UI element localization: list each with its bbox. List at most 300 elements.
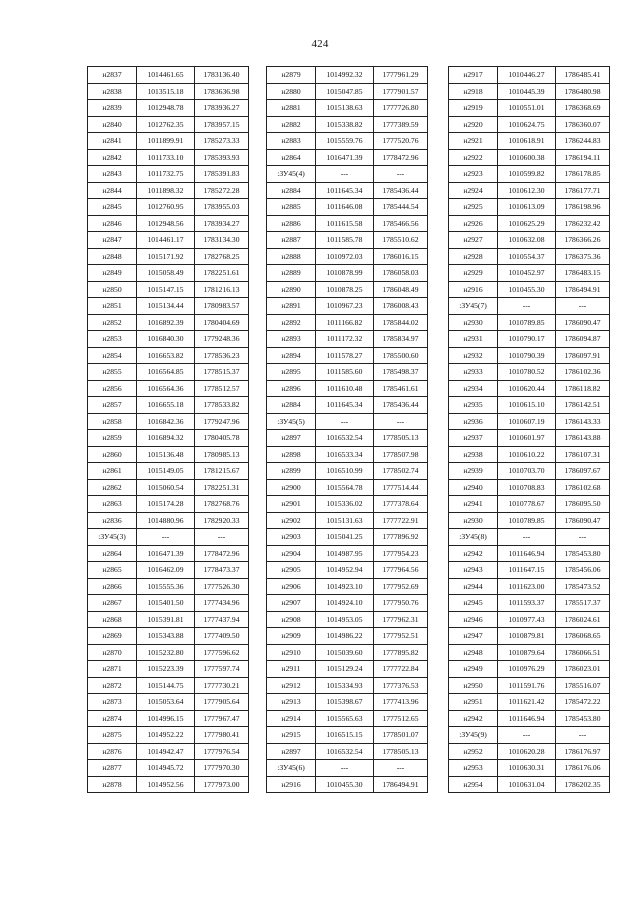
x-coordinate-cell: 1015041.25: [316, 529, 374, 546]
x-coordinate-cell: 1015174.28: [137, 496, 195, 513]
x-coordinate-cell: 1013515.18: [137, 83, 195, 100]
x-coordinate-cell: 1016892.39: [137, 314, 195, 331]
y-coordinate-cell: 1779248.36: [195, 331, 249, 348]
y-coordinate-cell: 1786107.31: [556, 446, 610, 463]
point-id-cell: н2915: [267, 727, 316, 744]
table-row: [88, 446, 249, 463]
y-coordinate-cell: ---: [556, 529, 610, 546]
table-row: [88, 364, 249, 381]
point-id-cell: н2884: [267, 397, 316, 414]
table-row: [449, 83, 610, 100]
x-coordinate-cell: 1010607.19: [498, 413, 556, 430]
point-id-cell: н2837: [88, 67, 137, 84]
point-id-cell: н2858: [88, 413, 137, 430]
x-coordinate-cell: 1012948.78: [137, 100, 195, 117]
point-id-cell: н2896: [267, 380, 316, 397]
y-coordinate-cell: 1777952.69: [374, 578, 428, 595]
y-coordinate-cell: 1778507.98: [374, 446, 428, 463]
x-coordinate-cell: 1014923.10: [316, 578, 374, 595]
table-row: [449, 281, 610, 298]
point-id-cell: н2847: [88, 232, 137, 249]
y-coordinate-cell: 1782251.31: [195, 479, 249, 496]
point-id-cell: н2856: [88, 380, 137, 397]
x-coordinate-cell: 1010620.28: [498, 743, 556, 760]
x-coordinate-cell: 1016842.36: [137, 413, 195, 430]
y-coordinate-cell: ---: [556, 727, 610, 744]
point-id-cell: н2860: [88, 446, 137, 463]
x-coordinate-cell: ---: [498, 529, 556, 546]
table-row: [449, 166, 610, 183]
point-id-cell: н2942: [449, 545, 498, 562]
table-row: [449, 265, 610, 282]
x-coordinate-cell: ---: [137, 529, 195, 546]
table-row: [88, 727, 249, 744]
x-coordinate-cell: 1015334.93: [316, 677, 374, 694]
point-id-cell: н2841: [88, 133, 137, 150]
point-id-cell: н2931: [449, 331, 498, 348]
table-row: [88, 413, 249, 430]
table-row: [267, 67, 428, 84]
point-id-cell: н2936: [449, 413, 498, 430]
y-coordinate-cell: 1786142.51: [556, 397, 610, 414]
table-row: [88, 215, 249, 232]
x-coordinate-cell: 1014924.10: [316, 595, 374, 612]
x-coordinate-cell: 1010625.29: [498, 215, 556, 232]
table-row: [449, 413, 610, 430]
x-coordinate-cell: 1015138.63: [316, 100, 374, 117]
table-row: [88, 199, 249, 216]
point-id-cell: н2907: [267, 595, 316, 612]
y-coordinate-cell: 1786232.42: [556, 215, 610, 232]
y-coordinate-cell: 1785453.80: [556, 710, 610, 727]
table-row: [267, 182, 428, 199]
y-coordinate-cell: 1777905.64: [195, 694, 249, 711]
x-coordinate-cell: 1016655.18: [137, 397, 195, 414]
x-coordinate-cell: 1011621.42: [498, 694, 556, 711]
table-row: [267, 611, 428, 628]
y-coordinate-cell: ---: [374, 413, 428, 430]
table-row: [449, 347, 610, 364]
x-coordinate-cell: 1016894.32: [137, 430, 195, 447]
point-id-cell: н2848: [88, 248, 137, 265]
y-coordinate-cell: 1780985.13: [195, 446, 249, 463]
table-row: [267, 727, 428, 744]
x-coordinate-cell: 1014986.22: [316, 628, 374, 645]
table-row: [267, 100, 428, 117]
x-coordinate-cell: 1014461.17: [137, 232, 195, 249]
x-coordinate-cell: 1012762.35: [137, 116, 195, 133]
y-coordinate-cell: 1785453.80: [556, 545, 610, 562]
x-coordinate-cell: 1010445.39: [498, 83, 556, 100]
y-coordinate-cell: ---: [195, 529, 249, 546]
point-id-cell: н2910: [267, 644, 316, 661]
y-coordinate-cell: 1778472.96: [195, 545, 249, 562]
x-coordinate-cell: 1010632.08: [498, 232, 556, 249]
point-id-cell: н2924: [449, 182, 498, 199]
x-coordinate-cell: 1014992.32: [316, 67, 374, 84]
y-coordinate-cell: 1785466.56: [374, 215, 428, 232]
point-id-cell: н2849: [88, 265, 137, 282]
point-id-cell: н2872: [88, 677, 137, 694]
y-coordinate-cell: 1777950.76: [374, 595, 428, 612]
y-coordinate-cell: 1777895.82: [374, 644, 428, 661]
table-row: [88, 776, 249, 793]
table-row: [88, 496, 249, 513]
y-coordinate-cell: 1786494.91: [374, 776, 428, 793]
table-row: [449, 182, 610, 199]
table-row: [449, 116, 610, 133]
point-id-cell: н2852: [88, 314, 137, 331]
table-row: [88, 100, 249, 117]
table-row: [88, 281, 249, 298]
point-id-cell: н2874: [88, 710, 137, 727]
x-coordinate-cell: 1011646.94: [498, 545, 556, 562]
y-coordinate-cell: 1786194.11: [556, 149, 610, 166]
point-id-cell: н2906: [267, 578, 316, 595]
table-row: [267, 83, 428, 100]
y-coordinate-cell: 1785444.54: [374, 199, 428, 216]
y-coordinate-cell: 1777896.92: [374, 529, 428, 546]
x-coordinate-cell: 1015401.50: [137, 595, 195, 612]
table-row: [88, 743, 249, 760]
point-id-cell: н2908: [267, 611, 316, 628]
x-coordinate-cell: 1015223.39: [137, 661, 195, 678]
table-row: [88, 397, 249, 414]
point-id-cell: н2862: [88, 479, 137, 496]
point-id-cell: н2897: [267, 743, 316, 760]
x-coordinate-cell: ---: [316, 166, 374, 183]
table-row: [267, 281, 428, 298]
point-id-cell: н2920: [449, 116, 498, 133]
table-row: [449, 727, 610, 744]
x-coordinate-cell: 1016515.15: [316, 727, 374, 744]
point-id-cell: н2851: [88, 298, 137, 315]
x-coordinate-cell: 1015559.76: [316, 133, 374, 150]
y-coordinate-cell: 1786102.68: [556, 479, 610, 496]
y-coordinate-cell: 1786016.15: [374, 248, 428, 265]
table-row: [267, 149, 428, 166]
x-coordinate-cell: 1015058.49: [137, 265, 195, 282]
x-coordinate-cell: 1015129.24: [316, 661, 374, 678]
table-row: [88, 644, 249, 661]
y-coordinate-cell: 1777526.30: [195, 578, 249, 595]
table-row: [267, 347, 428, 364]
coordinates-table-left: [87, 66, 249, 793]
table-row: [88, 67, 249, 84]
table-row: [449, 215, 610, 232]
x-coordinate-cell: 1014952.56: [137, 776, 195, 793]
table-row: [88, 628, 249, 645]
x-coordinate-cell: 1015336.02: [316, 496, 374, 513]
point-id-cell: н2879: [267, 67, 316, 84]
x-coordinate-cell: 1011898.32: [137, 182, 195, 199]
table-row: [88, 265, 249, 282]
x-coordinate-cell: 1010630.31: [498, 760, 556, 777]
x-coordinate-cell: 1016471.39: [137, 545, 195, 562]
table-row: [449, 446, 610, 463]
x-coordinate-cell: 1014945.72: [137, 760, 195, 777]
x-coordinate-cell: 1015398.67: [316, 694, 374, 711]
x-coordinate-cell: 1014942.47: [137, 743, 195, 760]
y-coordinate-cell: 1785461.61: [374, 380, 428, 397]
x-coordinate-cell: 1011610.48: [316, 380, 374, 397]
point-id-cell: н2838: [88, 83, 137, 100]
x-coordinate-cell: 1010790.39: [498, 347, 556, 364]
coordinates-table-right: [448, 66, 610, 793]
y-coordinate-cell: 1777967.47: [195, 710, 249, 727]
y-coordinate-cell: 1780404.69: [195, 314, 249, 331]
point-id-cell: н2916: [449, 281, 498, 298]
y-coordinate-cell: 1785391.83: [195, 166, 249, 183]
y-coordinate-cell: 1786058.03: [374, 265, 428, 282]
x-coordinate-cell: 1011645.34: [316, 397, 374, 414]
x-coordinate-cell: 1010455.30: [498, 281, 556, 298]
point-id-cell: н2846: [88, 215, 137, 232]
point-id-cell: н2861: [88, 463, 137, 480]
point-id-cell: н2909: [267, 628, 316, 645]
table-row: [267, 743, 428, 760]
y-coordinate-cell: 1786068.65: [556, 628, 610, 645]
x-coordinate-cell: 1015039.60: [316, 644, 374, 661]
table-row: [449, 595, 610, 612]
table-row: [449, 149, 610, 166]
point-id-cell: н2868: [88, 611, 137, 628]
table-row: [267, 595, 428, 612]
point-id-cell: н2954: [449, 776, 498, 793]
y-coordinate-cell: 1786485.41: [556, 67, 610, 84]
y-coordinate-cell: 1786008.43: [374, 298, 428, 315]
y-coordinate-cell: 1777973.00: [195, 776, 249, 793]
table-row: [449, 397, 610, 414]
y-coordinate-cell: 1785516.07: [556, 677, 610, 694]
point-id-cell: н2875: [88, 727, 137, 744]
table-row: [449, 232, 610, 249]
y-coordinate-cell: 1778533.82: [195, 397, 249, 414]
y-coordinate-cell: 1786090.47: [556, 512, 610, 529]
x-coordinate-cell: ---: [316, 413, 374, 430]
y-coordinate-cell: 1783934.27: [195, 215, 249, 232]
table-row: [267, 298, 428, 315]
table-row: [449, 364, 610, 381]
x-coordinate-cell: 1015131.63: [316, 512, 374, 529]
y-coordinate-cell: 1778501.07: [374, 727, 428, 744]
x-coordinate-cell: 1015136.48: [137, 446, 195, 463]
table-row: [449, 545, 610, 562]
point-id-cell: н2935: [449, 397, 498, 414]
point-id-cell: н2945: [449, 595, 498, 612]
y-coordinate-cell: 1785473.52: [556, 578, 610, 595]
point-id-cell: :ЗУ45(9): [449, 727, 498, 744]
table-row: [88, 248, 249, 265]
point-id-cell: н2878: [88, 776, 137, 793]
point-id-cell: н2892: [267, 314, 316, 331]
table-row: [267, 760, 428, 777]
point-id-cell: н2863: [88, 496, 137, 513]
x-coordinate-cell: 1016564.85: [137, 364, 195, 381]
y-coordinate-cell: 1778473.37: [195, 562, 249, 579]
y-coordinate-cell: ---: [374, 166, 428, 183]
table-row: [88, 463, 249, 480]
x-coordinate-cell: 1015564.78: [316, 479, 374, 496]
y-coordinate-cell: 1785436.44: [374, 182, 428, 199]
table-row: [267, 265, 428, 282]
table-row: [449, 529, 610, 546]
point-id-cell: н2922: [449, 149, 498, 166]
x-coordinate-cell: 1010455.30: [316, 776, 374, 793]
x-coordinate-cell: 1015343.88: [137, 628, 195, 645]
point-id-cell: н2926: [449, 215, 498, 232]
y-coordinate-cell: 1785456.06: [556, 562, 610, 579]
y-coordinate-cell: 1781216.13: [195, 281, 249, 298]
x-coordinate-cell: 1011593.37: [498, 595, 556, 612]
x-coordinate-cell: 1010452.97: [498, 265, 556, 282]
y-coordinate-cell: 1786094.87: [556, 331, 610, 348]
table-row: [267, 628, 428, 645]
y-coordinate-cell: 1777596.62: [195, 644, 249, 661]
y-coordinate-cell: 1786066.51: [556, 644, 610, 661]
point-id-cell: н2895: [267, 364, 316, 381]
table-row: [449, 199, 610, 216]
y-coordinate-cell: 1780983.57: [195, 298, 249, 315]
table-row: [449, 512, 610, 529]
y-coordinate-cell: 1786366.26: [556, 232, 610, 249]
table-row: [449, 314, 610, 331]
table-row: [267, 496, 428, 513]
x-coordinate-cell: 1011623.00: [498, 578, 556, 595]
x-coordinate-cell: ---: [316, 760, 374, 777]
table-row: [88, 232, 249, 249]
x-coordinate-cell: 1010879.64: [498, 644, 556, 661]
x-coordinate-cell: 1010601.97: [498, 430, 556, 447]
y-coordinate-cell: 1786090.47: [556, 314, 610, 331]
point-id-cell: н2859: [88, 430, 137, 447]
x-coordinate-cell: 1010703.70: [498, 463, 556, 480]
point-id-cell: н2912: [267, 677, 316, 694]
y-coordinate-cell: 1786177.71: [556, 182, 610, 199]
table-row: [88, 166, 249, 183]
y-coordinate-cell: 1786102.36: [556, 364, 610, 381]
point-id-cell: н2844: [88, 182, 137, 199]
y-coordinate-cell: 1786097.67: [556, 463, 610, 480]
table-row: [267, 463, 428, 480]
point-id-cell: н2923: [449, 166, 498, 183]
point-id-cell: н2904: [267, 545, 316, 562]
table-row: [267, 578, 428, 595]
point-id-cell: н2836: [88, 512, 137, 529]
y-coordinate-cell: 1777437.94: [195, 611, 249, 628]
point-id-cell: н2937: [449, 430, 498, 447]
table-row: [267, 545, 428, 562]
y-coordinate-cell: 1777730.21: [195, 677, 249, 694]
x-coordinate-cell: 1010778.67: [498, 496, 556, 513]
y-coordinate-cell: 1777413.96: [374, 694, 428, 711]
table-row: [267, 661, 428, 678]
point-id-cell: н2867: [88, 595, 137, 612]
y-coordinate-cell: 1785273.33: [195, 133, 249, 150]
table-row: [267, 430, 428, 447]
x-coordinate-cell: 1010790.17: [498, 331, 556, 348]
x-coordinate-cell: 1010620.44: [498, 380, 556, 397]
point-id-cell: н2853: [88, 331, 137, 348]
point-id-cell: н2941: [449, 496, 498, 513]
y-coordinate-cell: 1786143.33: [556, 413, 610, 430]
point-id-cell: н2951: [449, 694, 498, 711]
table-row: [88, 661, 249, 678]
y-coordinate-cell: 1778515.37: [195, 364, 249, 381]
x-coordinate-cell: 1011615.58: [316, 215, 374, 232]
x-coordinate-cell: 1010612.30: [498, 182, 556, 199]
y-coordinate-cell: 1783955.03: [195, 199, 249, 216]
x-coordinate-cell: 1015053.64: [137, 694, 195, 711]
point-id-cell: н2894: [267, 347, 316, 364]
y-coordinate-cell: 1777954.23: [374, 545, 428, 562]
table-row: [267, 694, 428, 711]
point-id-cell: н2843: [88, 166, 137, 183]
x-coordinate-cell: 1014996.15: [137, 710, 195, 727]
x-coordinate-cell: 1011585.78: [316, 232, 374, 249]
x-coordinate-cell: 1010708.83: [498, 479, 556, 496]
point-id-cell: н2944: [449, 578, 498, 595]
point-id-cell: н2905: [267, 562, 316, 579]
y-coordinate-cell: 1782920.33: [195, 512, 249, 529]
x-coordinate-cell: 1010551.01: [498, 100, 556, 117]
point-id-cell: н2839: [88, 100, 137, 117]
x-coordinate-cell: 1016471.39: [316, 149, 374, 166]
y-coordinate-cell: 1785498.37: [374, 364, 428, 381]
y-coordinate-cell: 1777520.76: [374, 133, 428, 150]
x-coordinate-cell: 1010878.25: [316, 281, 374, 298]
point-id-cell: н2888: [267, 248, 316, 265]
y-coordinate-cell: 1778536.23: [195, 347, 249, 364]
table-row: [449, 248, 610, 265]
x-coordinate-cell: 1010610.22: [498, 446, 556, 463]
x-coordinate-cell: 1010780.52: [498, 364, 556, 381]
point-id-cell: н2842: [88, 149, 137, 166]
y-coordinate-cell: 1786483.15: [556, 265, 610, 282]
table-row: [267, 116, 428, 133]
x-coordinate-cell: 1011732.75: [137, 166, 195, 183]
y-coordinate-cell: 1785272.28: [195, 182, 249, 199]
table-row: [449, 743, 610, 760]
table-row: [88, 529, 249, 546]
y-coordinate-cell: 1782251.61: [195, 265, 249, 282]
y-coordinate-cell: 1778505.13: [374, 743, 428, 760]
x-coordinate-cell: 1010879.81: [498, 628, 556, 645]
y-coordinate-cell: 1777726.80: [374, 100, 428, 117]
table-row: [88, 182, 249, 199]
table-row: [88, 298, 249, 315]
y-coordinate-cell: 1785844.02: [374, 314, 428, 331]
table-row: [449, 760, 610, 777]
y-coordinate-cell: 1777976.54: [195, 743, 249, 760]
table-row: [267, 562, 428, 579]
x-coordinate-cell: 1014952.94: [316, 562, 374, 579]
point-id-cell: н2854: [88, 347, 137, 364]
point-id-cell: н2925: [449, 199, 498, 216]
point-id-cell: н2900: [267, 479, 316, 496]
x-coordinate-cell: 1016840.30: [137, 331, 195, 348]
table-row: [267, 133, 428, 150]
table-row: [267, 677, 428, 694]
table-row: [267, 479, 428, 496]
point-id-cell: н2928: [449, 248, 498, 265]
y-coordinate-cell: 1777512.65: [374, 710, 428, 727]
table-row: [88, 83, 249, 100]
point-id-cell: н2882: [267, 116, 316, 133]
y-coordinate-cell: 1786480.98: [556, 83, 610, 100]
x-coordinate-cell: 1010615.10: [498, 397, 556, 414]
x-coordinate-cell: 1010613.09: [498, 199, 556, 216]
